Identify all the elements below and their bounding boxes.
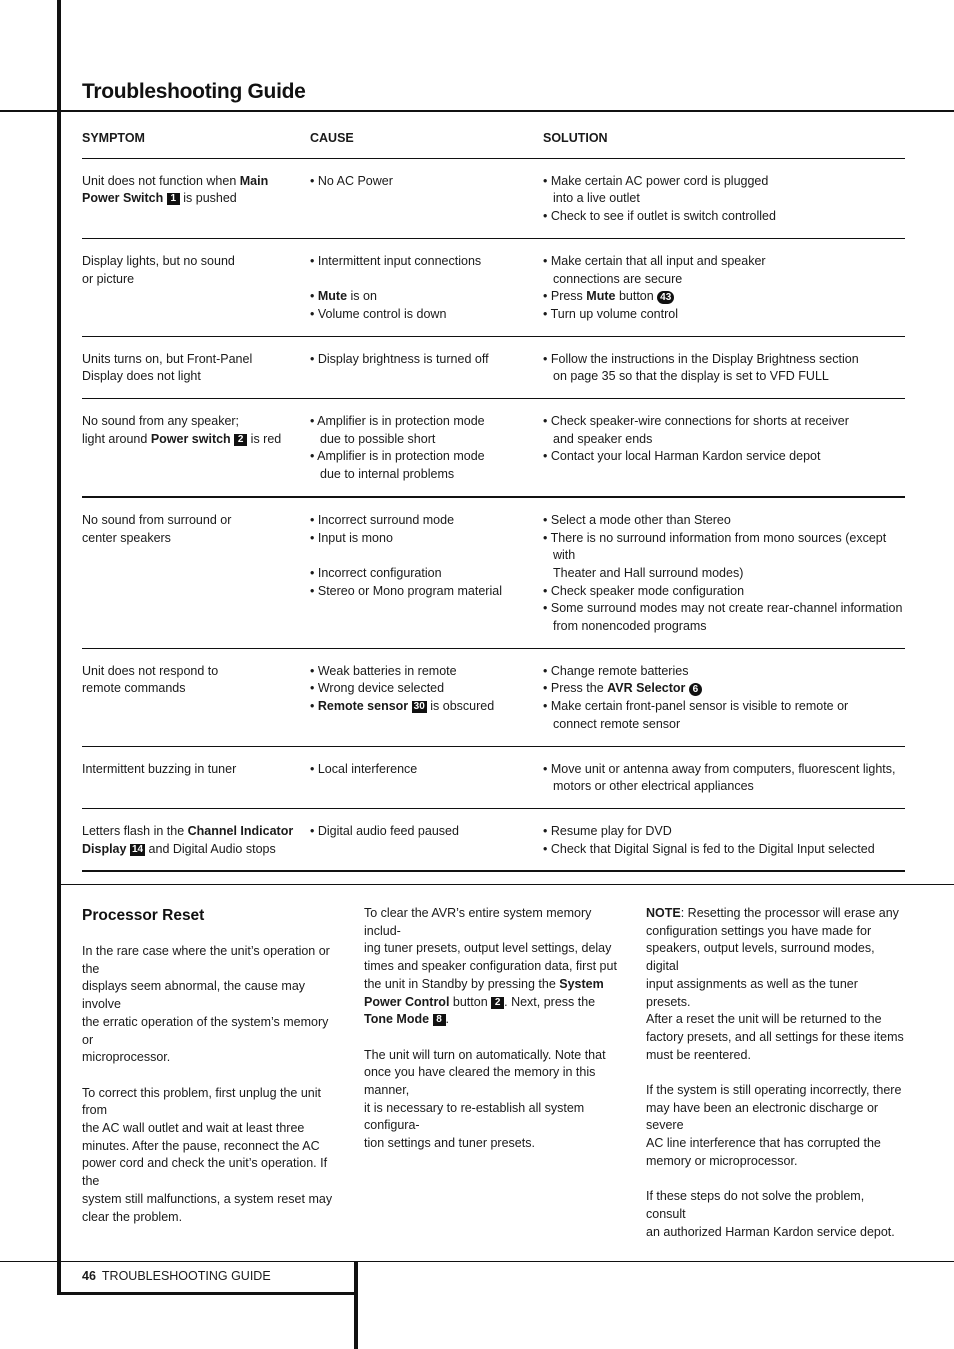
solution-cell xyxy=(543,512,905,636)
control-name: Tone Mode xyxy=(364,1012,430,1027)
reset-column-2-body xyxy=(364,905,622,1153)
solution-header: SOLUTION xyxy=(543,131,608,145)
text-run: Check speaker mode configuration xyxy=(550,583,745,598)
text-run: AC line interference that has corrupted the xyxy=(646,1136,881,1151)
symptom-cell xyxy=(82,173,310,226)
text-run: . Next, press the xyxy=(504,994,596,1009)
text-run: Follow the instructions in the Display Brightness section xyxy=(550,351,859,366)
solution-cell xyxy=(543,761,905,796)
cause-cell xyxy=(310,761,543,796)
text-run: No sound from surround or xyxy=(82,512,232,527)
text-run: light around xyxy=(82,431,151,446)
solution-item: • Change remote batteries xyxy=(543,663,689,678)
control-name: Main xyxy=(239,173,269,188)
symptom-cell xyxy=(82,823,310,858)
table-row xyxy=(82,159,905,239)
text-run: Intermittent input connections xyxy=(317,253,482,268)
text-run: input assignments as well as the tuner presets. xyxy=(646,976,858,1009)
cause-item: • Input is mono xyxy=(310,530,393,545)
page-title: Troubleshooting Guide xyxy=(82,80,306,103)
cause-item: • Digital audio feed paused xyxy=(310,823,459,838)
control-name: Remote sensor xyxy=(317,699,409,714)
text-run: Display brightness is turned off xyxy=(317,351,489,366)
reset-column-1-body xyxy=(82,943,340,1226)
text-run: Check that Digital Signal is fed to the Digital Input selected xyxy=(550,841,875,856)
cause-cell xyxy=(310,663,543,734)
table-body xyxy=(82,159,905,873)
text-run: must be reentered. xyxy=(646,1047,751,1062)
solution-cell xyxy=(543,253,905,324)
text-run: connect remote sensor xyxy=(553,716,681,731)
text-run: is obscured xyxy=(426,699,495,714)
text-run: center speakers xyxy=(82,530,171,545)
control-name: Power Control xyxy=(364,994,450,1009)
text-run: Contact your local Harman Kardon service depot xyxy=(550,449,821,464)
cause-item: • Local interference xyxy=(310,761,418,776)
text-run: Make certain front-panel sensor is visible to remote or xyxy=(550,699,849,714)
control-name: Power Switch xyxy=(82,191,164,206)
solution-item: • Make certain that all input and speaker connections are secure xyxy=(543,253,766,286)
text-run: button xyxy=(615,289,658,304)
text-run: Move unit or antenna away from computers, fluorescent lights, xyxy=(550,761,896,776)
text-run: microprocessor. xyxy=(82,1050,171,1065)
solution-item: • Check speaker mode configuration xyxy=(543,583,745,598)
table-row xyxy=(82,649,905,747)
table-row xyxy=(82,809,905,872)
cause-cell xyxy=(310,413,543,484)
table-header xyxy=(82,130,905,159)
text-run: on page 35 so that the display is set to VFD FULL xyxy=(553,369,829,384)
solution-cell xyxy=(543,413,905,484)
text-run: Local interference xyxy=(317,761,418,776)
symptom-cell xyxy=(82,512,310,636)
text-run: memory or microprocessor. xyxy=(646,1153,798,1168)
text-run: Turn up volume control xyxy=(550,306,678,321)
text-run: Display does not light xyxy=(82,369,201,384)
item-number-badge: 2 xyxy=(491,997,504,1009)
text-run: an authorized Harman Kardon service depot. xyxy=(646,1224,895,1239)
text-run: In the rare case where the unit’s operation or the xyxy=(82,944,330,976)
text-run: Intermittent buzzing in tuner xyxy=(82,761,237,776)
item-number-badge: 14 xyxy=(131,843,144,855)
symptom-cell xyxy=(82,253,310,324)
solution-item: • Some surround modes may not create rear-channel information from nonencoded programs xyxy=(543,601,903,634)
processor-reset-section xyxy=(82,905,904,1259)
solution-item: • Contact your local Harman Kardon service depot xyxy=(543,449,821,464)
text-run: To clear the AVR’s entire system memory includ- xyxy=(364,906,592,938)
left-margin-bar xyxy=(57,0,61,1294)
footer-section-label: TROUBLESHOOTING GUIDE xyxy=(101,1269,271,1283)
text-run: Amplifier is in protection mode xyxy=(317,449,485,464)
cause-item: • Amplifier is in protection mode due to possible short xyxy=(310,414,485,446)
text-run: Unit does not respond to xyxy=(82,663,219,678)
text-run: may have been an electronic discharge or severe xyxy=(646,1100,879,1133)
text-run: Units turns on, but Front-Panel xyxy=(82,351,253,366)
cause-cell xyxy=(310,173,543,226)
solution-item: • Press Mute button 43 xyxy=(543,288,905,306)
text-run: Input is mono xyxy=(317,530,393,545)
text-run: the unit in Standby by pressing the xyxy=(364,976,560,991)
symptom-cell xyxy=(82,663,310,734)
text-run: Theater and Hall surround modes) xyxy=(553,565,744,580)
text-run: power cord and check the unit’s operation. If the xyxy=(82,1156,328,1189)
text-run: No AC Power xyxy=(317,173,393,188)
reset-column-3-body xyxy=(646,905,904,1241)
text-run: connections are secure xyxy=(553,271,683,286)
solution-item: • Select a mode other than Stereo xyxy=(543,512,731,527)
control-name: Mute xyxy=(586,289,616,304)
text-run: If the system is still operating incorrectly, there xyxy=(646,1083,902,1098)
table-row xyxy=(82,239,905,337)
cause-item: • Display brightness is turned off xyxy=(310,351,489,366)
cause-item: • No AC Power xyxy=(310,173,393,188)
item-number-badge: 1 xyxy=(167,193,180,205)
cause-item: • Weak batteries in remote xyxy=(310,663,457,678)
reset-column-3 xyxy=(646,905,904,1259)
text-run: Make certain AC power cord is plugged xyxy=(550,173,769,188)
text-run: Check speaker-wire connections for shorts at receiver xyxy=(550,414,849,429)
solution-cell xyxy=(543,663,905,734)
solution-cell xyxy=(543,351,905,386)
text-run: button xyxy=(449,994,492,1009)
text-run: After a reset the unit will be returned to the xyxy=(646,1012,882,1027)
cause-item: • Stereo or Mono program material xyxy=(310,583,502,598)
solution-item: • Resume play for DVD xyxy=(543,823,672,838)
item-number-circle: 6 xyxy=(689,683,702,696)
solution-item: • Make certain front-panel sensor is visible to remote or connect remote sensor xyxy=(543,699,849,731)
reset-paragraph xyxy=(646,1082,904,1171)
text-run: Incorrect configuration xyxy=(317,565,442,580)
section-divider xyxy=(57,884,954,885)
text-run: and Digital Audio stops xyxy=(145,841,276,856)
solution-item: • Check to see if outlet is switch controlled xyxy=(543,209,776,224)
solution-item: • Move unit or antenna away from computers, fluorescent lights, motors or other electrical appliances xyxy=(543,761,896,794)
control-name: System xyxy=(559,976,604,991)
text-run: Press the xyxy=(550,681,608,696)
text-run: into a live outlet xyxy=(553,191,640,206)
spacer xyxy=(310,271,543,289)
solution-item: • Check speaker-wire connections for shorts at receiver and speaker ends xyxy=(543,414,849,446)
text-run: clear the problem. xyxy=(82,1209,183,1224)
text-run: due to internal problems xyxy=(320,467,455,482)
solution-item: • There is no surround information from mono sources (except with Theater and Hall surround modes) xyxy=(543,530,887,580)
text-run: Press xyxy=(550,289,587,304)
text-run: tion settings and tuner presets. xyxy=(364,1136,535,1151)
text-run: is pushed xyxy=(179,191,237,206)
solution-item: • Follow the instructions in the Display Brightness section on page 35 so that the display is set to VFD FULL xyxy=(543,351,859,384)
text-run: due to possible short xyxy=(320,431,436,446)
solution-item: • Press the AVR Selector 6 xyxy=(543,680,905,698)
text-run: Select a mode other than Stereo xyxy=(550,512,731,527)
text-run: it is necessary to re-establish all system configura- xyxy=(364,1100,585,1133)
reset-paragraph xyxy=(364,905,622,1029)
cause-item: • Intermittent input connections xyxy=(310,253,482,268)
cause-item: • Volume control is down xyxy=(310,306,447,321)
solution-cell xyxy=(543,173,905,226)
text-run: Resume play for DVD xyxy=(550,823,672,838)
text-run: Digital audio feed paused xyxy=(317,823,459,838)
text-run: motors or other electrical appliances xyxy=(553,779,754,794)
control-name: NOTE xyxy=(646,906,681,920)
text-run: or picture xyxy=(82,271,135,286)
cause-header: CAUSE xyxy=(310,131,354,145)
table-row xyxy=(82,337,905,399)
text-run: . xyxy=(445,1012,450,1027)
item-number-badge: 8 xyxy=(433,1014,446,1026)
footer-vertical-bar xyxy=(354,1261,358,1349)
text-run: Stereo or Mono program material xyxy=(317,583,502,598)
control-name: Power switch xyxy=(150,431,231,446)
title-rule xyxy=(0,110,954,112)
reset-paragraph xyxy=(82,943,340,1067)
control-name: Display xyxy=(82,841,127,856)
text-run: the erratic operation of the system’s memory or xyxy=(82,1014,329,1047)
cause-item: • Incorrect surround mode xyxy=(310,512,455,527)
text-run: The unit will turn on automatically. Note that xyxy=(364,1047,606,1062)
text-run: is red xyxy=(247,431,282,446)
text-run: Amplifier is in protection mode xyxy=(317,414,485,429)
symptom-cell xyxy=(82,351,310,386)
text-run: system still malfunctions, a system reset may xyxy=(82,1191,333,1206)
text-run: To correct this problem, first unplug the unit from xyxy=(82,1085,322,1118)
reset-paragraph xyxy=(364,1047,622,1153)
cause-item: • Incorrect configuration xyxy=(310,565,442,580)
text-run: minutes. After the pause, reconnect the AC xyxy=(82,1138,320,1153)
spacer xyxy=(310,547,543,565)
table-row xyxy=(82,399,905,498)
cause-cell xyxy=(310,253,543,324)
solution-item: • Turn up volume control xyxy=(543,306,678,321)
solution-item: • Check that Digital Signal is fed to the Digital Input selected xyxy=(543,841,875,856)
text-run: Letters flash in the xyxy=(82,823,188,838)
text-run: Volume control is down xyxy=(317,306,447,321)
troubleshooting-table xyxy=(82,130,905,872)
control-name: Mute xyxy=(317,289,348,304)
text-run: remote commands xyxy=(82,681,186,696)
text-run: displays seem abnormal, the cause may involve xyxy=(82,979,306,1012)
reset-title: Processor Reset xyxy=(82,907,205,924)
cause-item: • Amplifier is in protection mode due to internal problems xyxy=(310,449,485,482)
text-run: factory presets, and all settings for these items xyxy=(646,1029,904,1044)
text-run: Weak batteries in remote xyxy=(317,663,457,678)
symptom-cell xyxy=(82,761,310,796)
footer-rule xyxy=(0,1261,954,1262)
reset-paragraph xyxy=(646,1188,904,1241)
page-footer xyxy=(82,1268,271,1285)
item-number-badge: 30 xyxy=(413,701,425,713)
control-name: Channel Indicator xyxy=(187,823,294,838)
text-run: is on xyxy=(347,289,377,304)
text-run: Check to see if outlet is switch controlled xyxy=(550,209,776,224)
text-run: Make certain that all input and speaker xyxy=(550,253,766,268)
solution-item: • Make certain AC power cord is plugged into a live outlet xyxy=(543,173,769,206)
text-run: Some surround modes may not create rear-channel information xyxy=(550,601,903,616)
symptom-cell xyxy=(82,413,310,484)
solution-cell xyxy=(543,823,905,858)
text-run: Display lights, but no sound xyxy=(82,253,235,268)
text-run: No sound from any speaker; xyxy=(82,414,240,429)
text-run: times and speaker configuration data, first put xyxy=(364,959,617,974)
item-number-badge: 2 xyxy=(234,434,247,446)
cause-cell xyxy=(310,823,543,858)
cause-cell xyxy=(310,512,543,636)
text-run: : Resetting the processor will erase any xyxy=(680,906,899,920)
table-row xyxy=(82,747,905,809)
text-run: speakers, output levels, surround modes, digital xyxy=(646,941,875,974)
cause-item: • Wrong device selected xyxy=(310,681,445,696)
item-number-circle: 43 xyxy=(657,291,674,304)
text-run: the AC wall outlet and wait at least three xyxy=(82,1121,305,1136)
reset-paragraph xyxy=(646,905,904,1064)
reset-column-1 xyxy=(82,905,340,1259)
text-run: There is no surround information from mono sources (except with xyxy=(550,530,887,563)
text-run: Change remote batteries xyxy=(550,663,689,678)
text-run: Wrong device selected xyxy=(317,681,445,696)
text-run: Incorrect surround mode xyxy=(317,512,455,527)
text-run: If these steps do not solve the problem, consult xyxy=(646,1189,865,1221)
page-number: 46 xyxy=(82,1269,96,1283)
symptom-header: SYMPTOM xyxy=(82,131,145,145)
cause-item: • Remote sensor 30 is obscured xyxy=(310,699,495,714)
reset-paragraph xyxy=(82,1085,340,1227)
text-run: from nonencoded programs xyxy=(553,619,707,634)
text-run: ing tuner presets, output level settings, delay xyxy=(364,941,612,956)
footer-box-rule xyxy=(57,1292,357,1295)
table-row xyxy=(82,498,905,649)
cause-item: • Mute is on xyxy=(310,289,377,304)
text-run: once you have cleared the memory in this manner, xyxy=(364,1065,596,1098)
text-run: Unit does not function when xyxy=(82,173,240,188)
text-run: and speaker ends xyxy=(553,431,653,446)
control-name: AVR Selector xyxy=(607,681,686,696)
cause-cell xyxy=(310,351,543,386)
text-run: configuration settings you have made for xyxy=(646,923,872,938)
reset-column-2 xyxy=(364,905,622,1259)
